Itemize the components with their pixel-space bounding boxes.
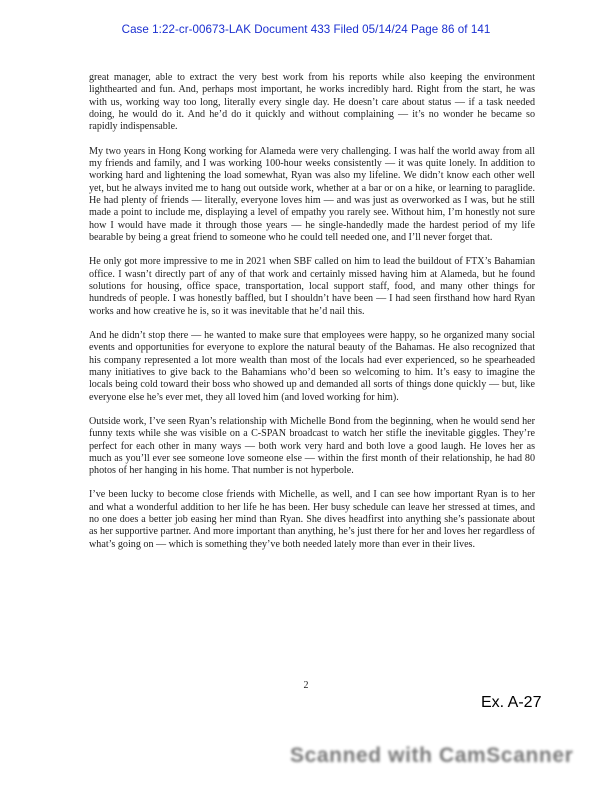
letter-body [89,72,535,563]
paragraph: I’ve been lucky to become close friends with Michelle, as well, and I can see how important Ryan is to her and what a wonderful addition to her life he has been. Her busy schedule can leave her stressed at times, and no one does a better job easing her mind than Ryan. She dives headfirst into anything she’s passionate about as her supportive partner. And more important than anything, he’s just there for her and loves her regardless of what’s going on — which is something they’ve both needed lately more than ever in their lives. [89,489,535,550]
paragraph: Outside work, I’ve seen Ryan’s relationship with Michelle Bond from the beginning, when he would send her funny texts while she was visible on a C-SPAN broadcast to watch her stifle the inevitable giggles. They’re perfect for each other in many ways — both work very hard and both love a good laugh. He loves her as much as you’ll ever see someone love someone else — within the first month of their relationship, he had 80 photos of her hanging in his home. That number is not hyperbole. [89,415,535,477]
paragraph: great manager, able to extract the very best work from his reports while also keeping the environment lighthearted and fun. And, perhaps most important, he works incredibly hard. Right from the start, he was with us, working way too long, literally every single day. He doesn’t care about status — if a task needed doing, he would do it. And he’d do it quickly and without complaining — it’s no wonder he became so rapidly indispensable. [89,72,535,133]
exhibit-label: Ex. A-27 [481,694,542,711]
paragraph: My two years in Hong Kong working for Alameda were very challenging. I was half the world away from all my friends and family, and I was working 100-hour weeks consistently — it was quite lonely. In addition to working hard and lightening the load somewhat, Ryan was also my lifeline. We didn’t know each other well yet, but he always invited me to hang out outside work, whether at a bar or on a hike, or learning to paraglide. He had plenty of friends — literally, everyone loves him — and was just as overworked as I was, but he still made a point to include me, displaying a level of empathy you rarely see. Without him, I’m honestly not sure how I would have made it through those years — he single-handedly made the hardest period of my life bearable by being a great friend to someone who he could tell needed one, and I’ll never forget that. [89,145,535,244]
paragraph: He only got more impressive to me in 2021 when SBF called on him to lead the buildout of FTX’s Bahamian office. I wasn’t directly part of any of that work and certainly missed having him at Alameda, but he found solutions for housing, office space, transportation, local support staff, food, and many other things for hundreds of people. I was honestly baffled, but I shouldn’t have been — I had seen firsthand how hard Ryan works and how creative he is, so it was inevitable that he’d nail this. [89,256,535,317]
scanner-watermark: Scanned with CamScanner [290,744,574,767]
page-number: 2 [303,680,309,691]
paragraph: And he didn’t stop there — he wanted to make sure that employees were happy, so he organized many social events and opportunities for everyone to explore the natural beauty of the Bahamas. He also recognized that his company represented a lot more wealth than most of the locals had ever experienced, so he spearheaded many initiatives to give back to the Bahamians who’d been so welcoming to him. It’s easy to imagine the locals being cold toward their boss who showed up and demanded all sorts of things done quickly — but, like everyone else he’s ever met, they all loved him (and loved working for him). [89,329,535,403]
case-header: Case 1:22-cr-00673-LAK Document 433 Filed 05/14/24 Page 86 of 141 [121,23,491,36]
